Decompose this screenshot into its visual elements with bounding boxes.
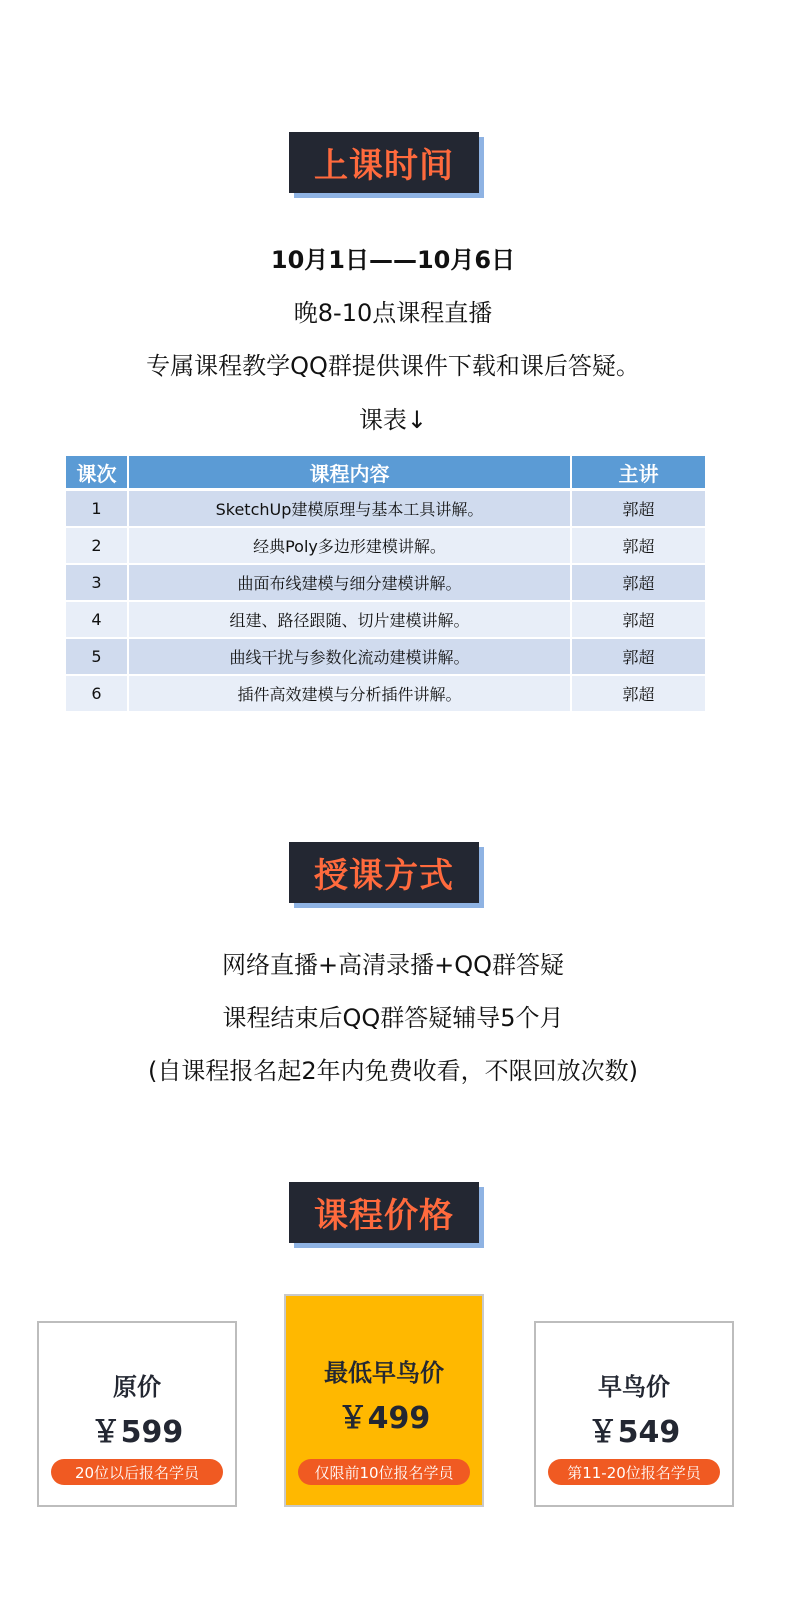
method-line-2: 课程结束后QQ群答疑辅导5个月 (222, 1004, 564, 1032)
table-row (66, 565, 705, 602)
lesson-content: 曲线干扰与参数化流动建模讲解。 (129, 639, 572, 676)
lesson-content: 插件高效建模与分析插件讲解。 (129, 676, 572, 713)
pricing-title: 课程价格 (289, 1182, 479, 1243)
schedule-title: 上课时间 (289, 132, 479, 193)
table-header-row (66, 456, 705, 491)
lesson-content: SketchUp建模原理与基本工具讲解。 (129, 491, 572, 528)
method-title: 授课方式 (289, 842, 479, 903)
section-title-pricing (289, 1182, 479, 1243)
table-row (66, 639, 705, 676)
lesson-number: 6 (66, 676, 129, 713)
price-value: ￥599 (90, 1415, 184, 1450)
table-row (66, 528, 705, 565)
price-name: 早鸟价 (598, 1373, 670, 1401)
section-title-method (289, 842, 479, 903)
price-name: 原价 (113, 1373, 161, 1401)
header-content: 课程内容 (129, 456, 572, 491)
lesson-number: 1 (66, 491, 129, 528)
price-note-badge: 20位以后报名学员 (51, 1459, 223, 1485)
lesson-teacher: 郭超 (572, 676, 705, 713)
qq-group-note: 专属课程教学QQ群提供课件下载和课后答疑。 (146, 352, 640, 380)
price-card-early (534, 1321, 734, 1507)
lesson-number: 4 (66, 602, 129, 639)
lesson-teacher: 郭超 (572, 602, 705, 639)
price-card-original (37, 1321, 237, 1507)
lesson-number: 3 (66, 565, 129, 602)
lesson-teacher: 郭超 (572, 639, 705, 676)
date-range: 10月1日——10月6日 (270, 246, 516, 274)
price-card-earliest (284, 1294, 484, 1507)
method-line-3: (自课程报名起2年内免费收看，不限回放次数) (148, 1057, 638, 1085)
table-caption: 课表↓ (358, 406, 428, 434)
lesson-teacher: 郭超 (572, 491, 705, 528)
price-note-badge: 仅限前10位报名学员 (298, 1459, 470, 1485)
header-teacher: 主讲 (572, 456, 705, 491)
lesson-content: 曲面布线建模与细分建模讲解。 (129, 565, 572, 602)
lesson-number: 5 (66, 639, 129, 676)
lesson-content: 经典Poly多边形建模讲解。 (129, 528, 572, 565)
lesson-content: 组建、路径跟随、切片建模讲解。 (129, 602, 572, 639)
price-value: ￥499 (337, 1401, 431, 1436)
schedule-table (66, 456, 705, 713)
table-row (66, 676, 705, 713)
lesson-number: 2 (66, 528, 129, 565)
header-lesson: 课次 (66, 456, 129, 491)
table-row (66, 602, 705, 639)
method-line-1: 网络直播+高清录播+QQ群答疑 (222, 951, 564, 979)
class-time: 晚8-10点课程直播 (293, 299, 493, 327)
table-row (66, 491, 705, 528)
price-note-badge: 第11-20位报名学员 (548, 1459, 720, 1485)
section-title-schedule (289, 132, 479, 193)
lesson-teacher: 郭超 (572, 565, 705, 602)
lesson-teacher: 郭超 (572, 528, 705, 565)
price-name: 最低早鸟价 (324, 1359, 444, 1387)
price-value: ￥549 (587, 1415, 681, 1450)
